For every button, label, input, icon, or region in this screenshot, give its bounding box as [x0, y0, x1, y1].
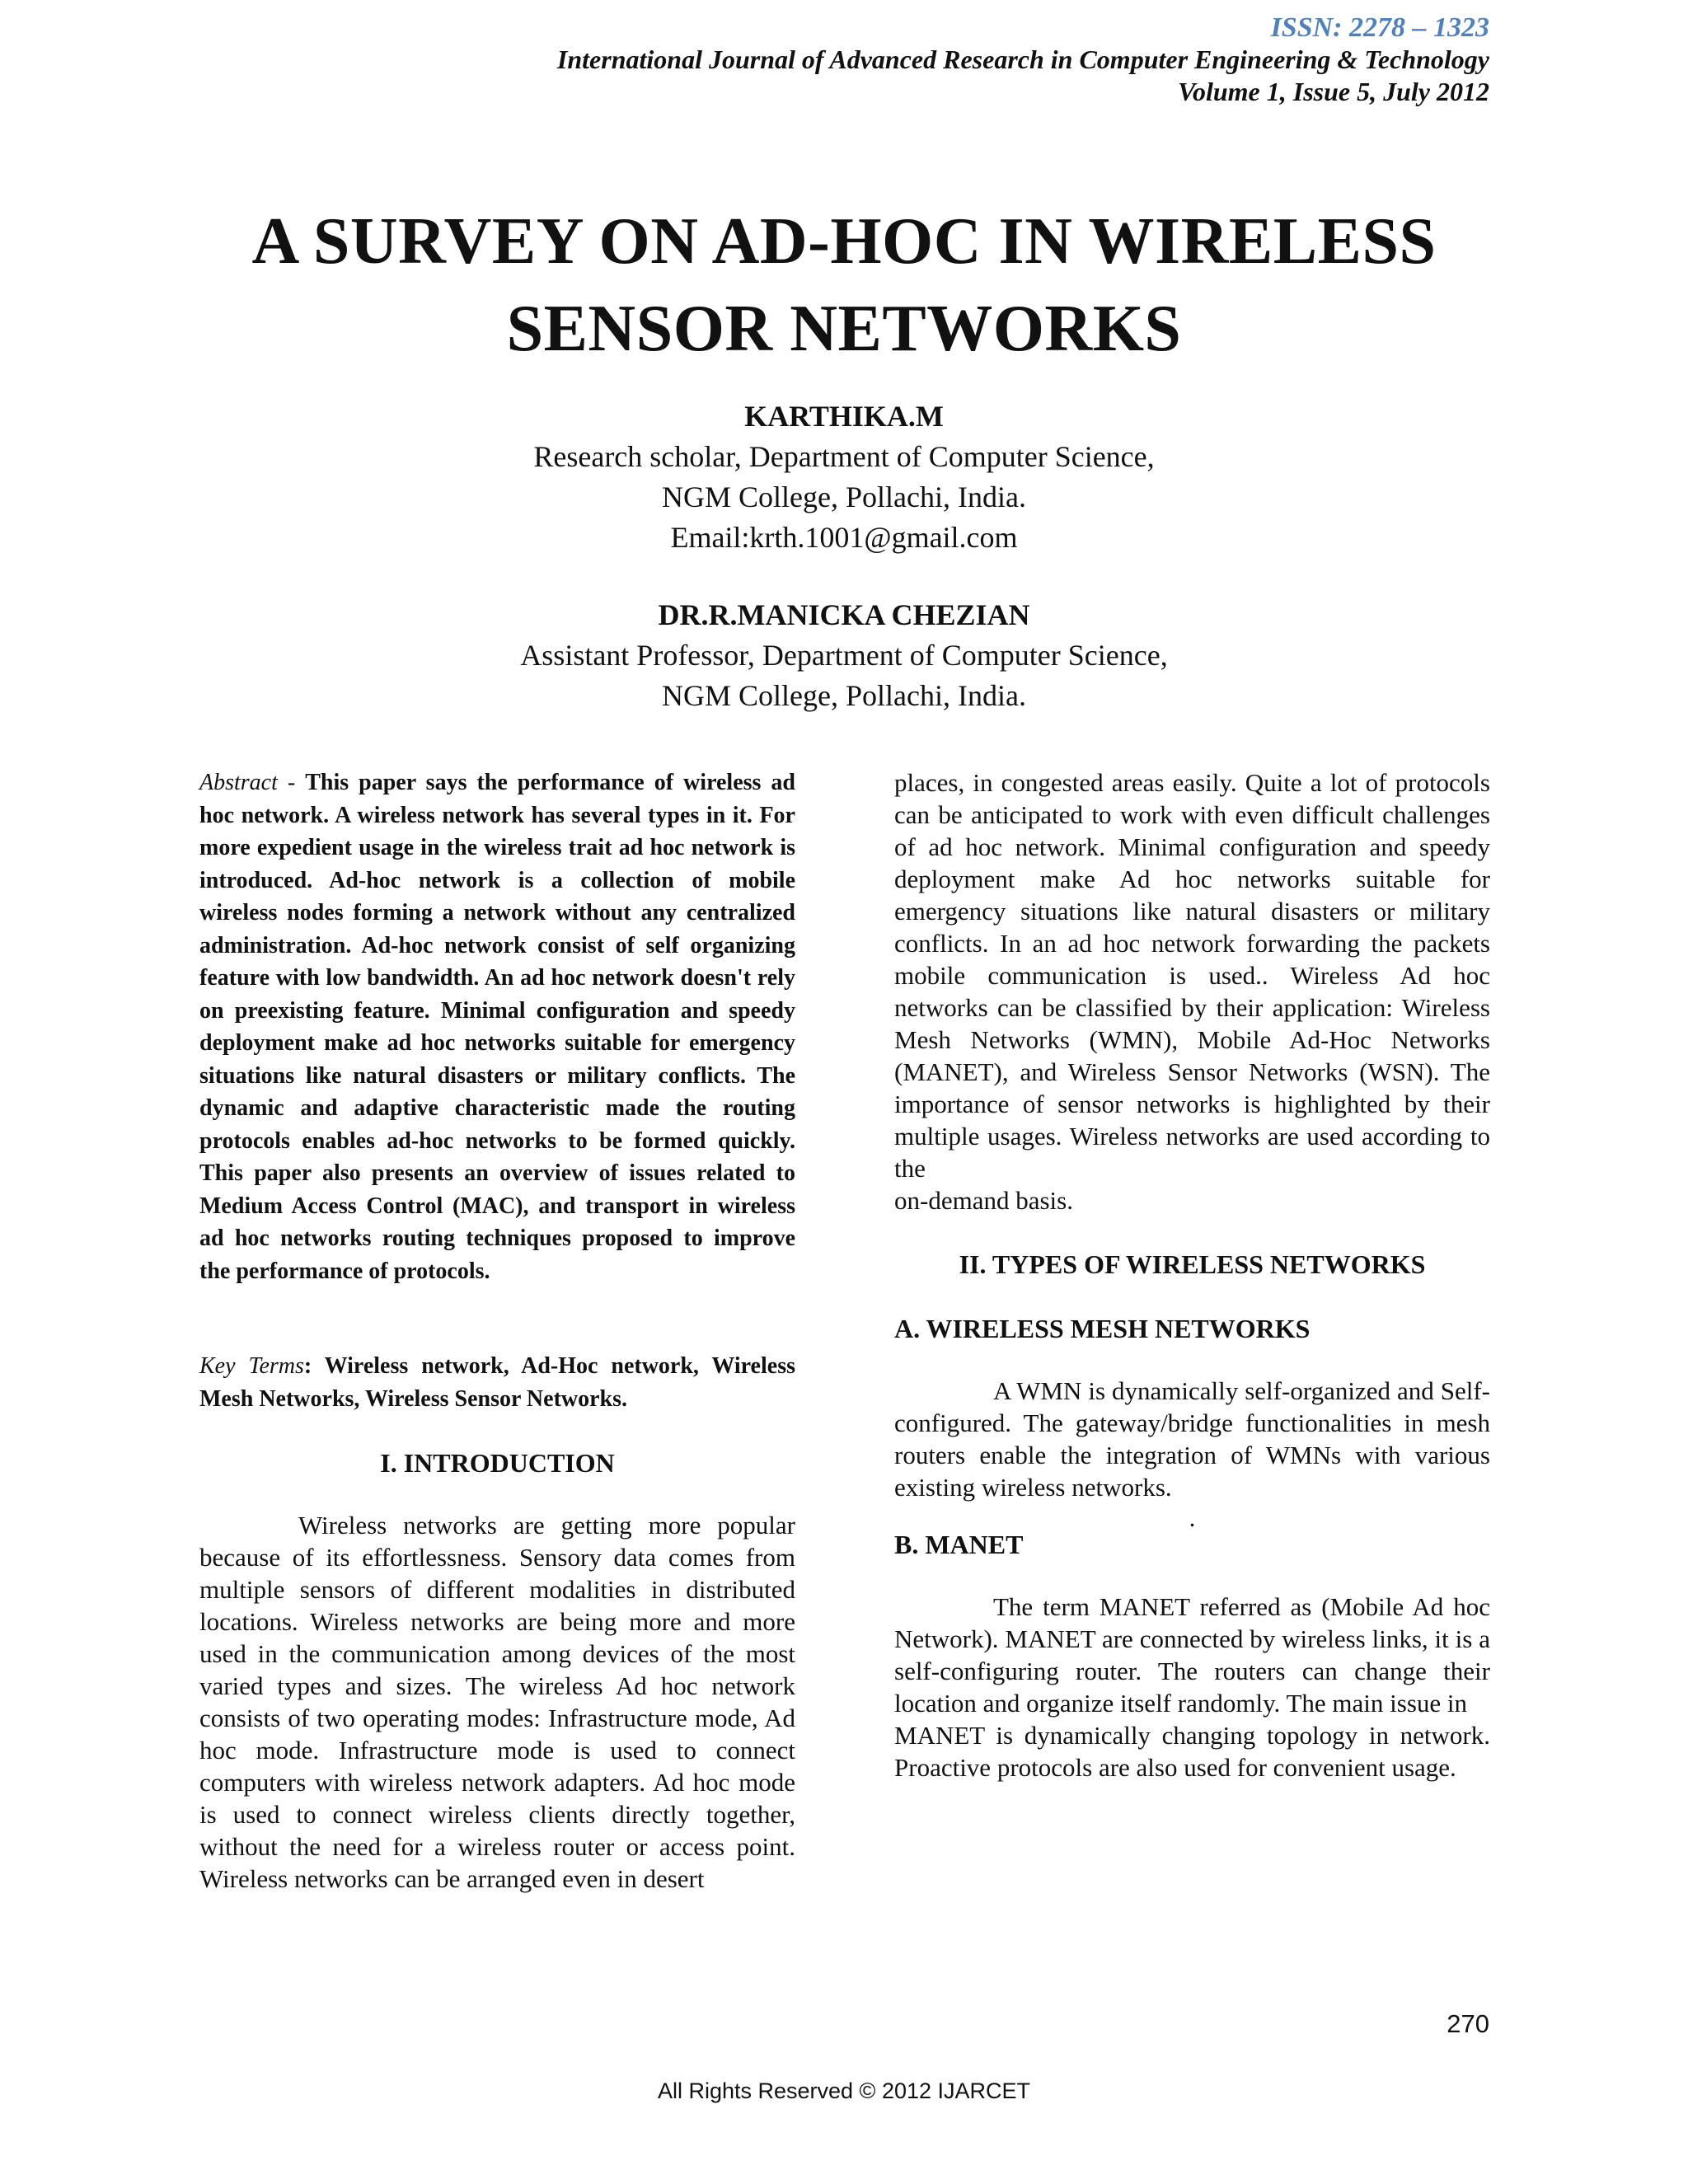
key-terms-label: Key Terms	[199, 1353, 304, 1379]
author-email: Email:krth.1001@gmail.com	[670, 521, 1018, 554]
manet-paragraph-2: MANET is dynamically changing topology in network. Proactive protocols are also used for convenient usage.	[894, 1721, 1490, 1782]
intro-continuation-end: on-demand basis.	[894, 1186, 1073, 1215]
journal-volume: Volume 1, Issue 5, July 2012	[1178, 77, 1489, 106]
subsection-heading-wmn: A. WIRELESS MESH NETWORKS	[894, 1314, 1311, 1343]
author-block	[0, 594, 1688, 716]
paper-title	[0, 198, 1688, 373]
section-heading-introduction: I. INTRODUCTION	[380, 1448, 615, 1478]
key-terms-text: : Wireless network, Ad-Hoc network, Wireless Mesh Networks, Wireless Sensor Networks.	[199, 1353, 795, 1412]
author-affiliation: Assistant Professor, Department of Computer Science,	[520, 639, 1168, 672]
paper-title-line-2: SENSOR NETWORKS	[506, 293, 1182, 365]
manet-paragraph: The term MANET referred as (Mobile Ad hoc Network). MANET are connected by wireless links, it is a self-configuring router. The routers can change their location and organize itself randomly. The main issue in	[894, 1592, 1490, 1718]
abstract	[199, 766, 795, 1287]
author-block	[0, 396, 1688, 558]
journal-name: International Journal of Advanced Research in Computer Engineering & Technology	[556, 45, 1489, 74]
abstract-text: This paper says the performance of wireless ad hoc network. A wireless network has several types in it. For more expedient usage in the wireless trait ad hoc network is introduced. Ad-hoc network is a collection of mobile wireless nodes forming a network without any centralized administration. Ad-hoc network consist of self organizing feature with low bandwidth. An ad hoc network doesn't rely on preexisting feature. Minimal configuration and speedy deployment make ad hoc networks suitable for emergency situations like natural disasters or military conflicts. The dynamic and adaptive characteristic made the routing protocols enables ad-hoc networks to be formed quickly. This paper also presents an overview of issues related to Medium Access Control (MAC), and transport in wireless ad hoc networks routing techniques proposed to improve the performance of protocols.	[199, 770, 795, 1284]
author-affiliation: NGM College, Pollachi, India.	[662, 480, 1026, 513]
stray-dot: .	[1189, 1503, 1196, 1532]
journal-header	[557, 12, 1489, 108]
issn-label: ISSN: 2278 – 1323	[1270, 12, 1489, 43]
author-name: DR.R.MANICKA CHEZIAN	[658, 598, 1030, 631]
author-affiliation: Research scholar, Department of Computer Science,	[533, 440, 1155, 473]
footer-copyright: All Rights Reserved © 2012 IJARCET	[657, 2079, 1031, 2103]
abstract-label: Abstract -	[199, 770, 306, 795]
wmn-paragraph: A WMN is dynamically self-organized and Self-configured. The gateway/bridge functionalities in mesh routers enable the integration of WMNs with various existing wireless networks.	[894, 1376, 1490, 1502]
author-name: KARTHIKA.M	[744, 400, 944, 433]
intro-continuation: places, in congested areas easily. Quite a lot of protocols can be anticipated to work with even difficult challenges of ad hoc network. Minimal configuration and speedy deployment make Ad hoc networks suitable for emergency situations like natural disasters or military conflicts. In an ad hoc network forwarding the packets mobile communication is used.. Wireless Ad hoc networks can be classified by their application: Wireless Mesh Networks (WMN), Mobile Ad-Hoc Networks (MANET), and Wireless Sensor Networks (WSN). The importance of sensor networks is highlighted by their multiple usages. Wireless networks are used according to the	[894, 768, 1490, 1183]
key-terms	[199, 1350, 795, 1415]
right-column	[894, 766, 1490, 1783]
paper-title-line-1: A SURVEY ON AD-HOC IN WIRELESS	[251, 205, 1437, 278]
author-list	[0, 396, 1688, 752]
page-number: 270	[1447, 2009, 1489, 2038]
subsection-heading-manet: B. MANET	[894, 1530, 1024, 1559]
section-heading-types: II. TYPES OF WIRELESS NETWORKS	[959, 1249, 1426, 1279]
author-affiliation: NGM College, Pollachi, India.	[662, 679, 1026, 712]
left-column	[199, 766, 795, 1895]
intro-paragraph: Wireless networks are getting more popular because of its effortlessness. Sensory data comes from multiple sensors of different modalities in distributed locations. Wireless networks are being more and more used in the communication among devices of the most varied types and sizes. The wireless Ad hoc network consists of two operating modes: Infrastructure mode, Ad hoc mode. Infrastructure mode is used to connect computers with wireless network adapters. Ad hoc mode is used to connect wireless clients directly together, without the need for a wireless router or access point. Wireless networks can be arranged even in desert	[199, 1511, 795, 1893]
